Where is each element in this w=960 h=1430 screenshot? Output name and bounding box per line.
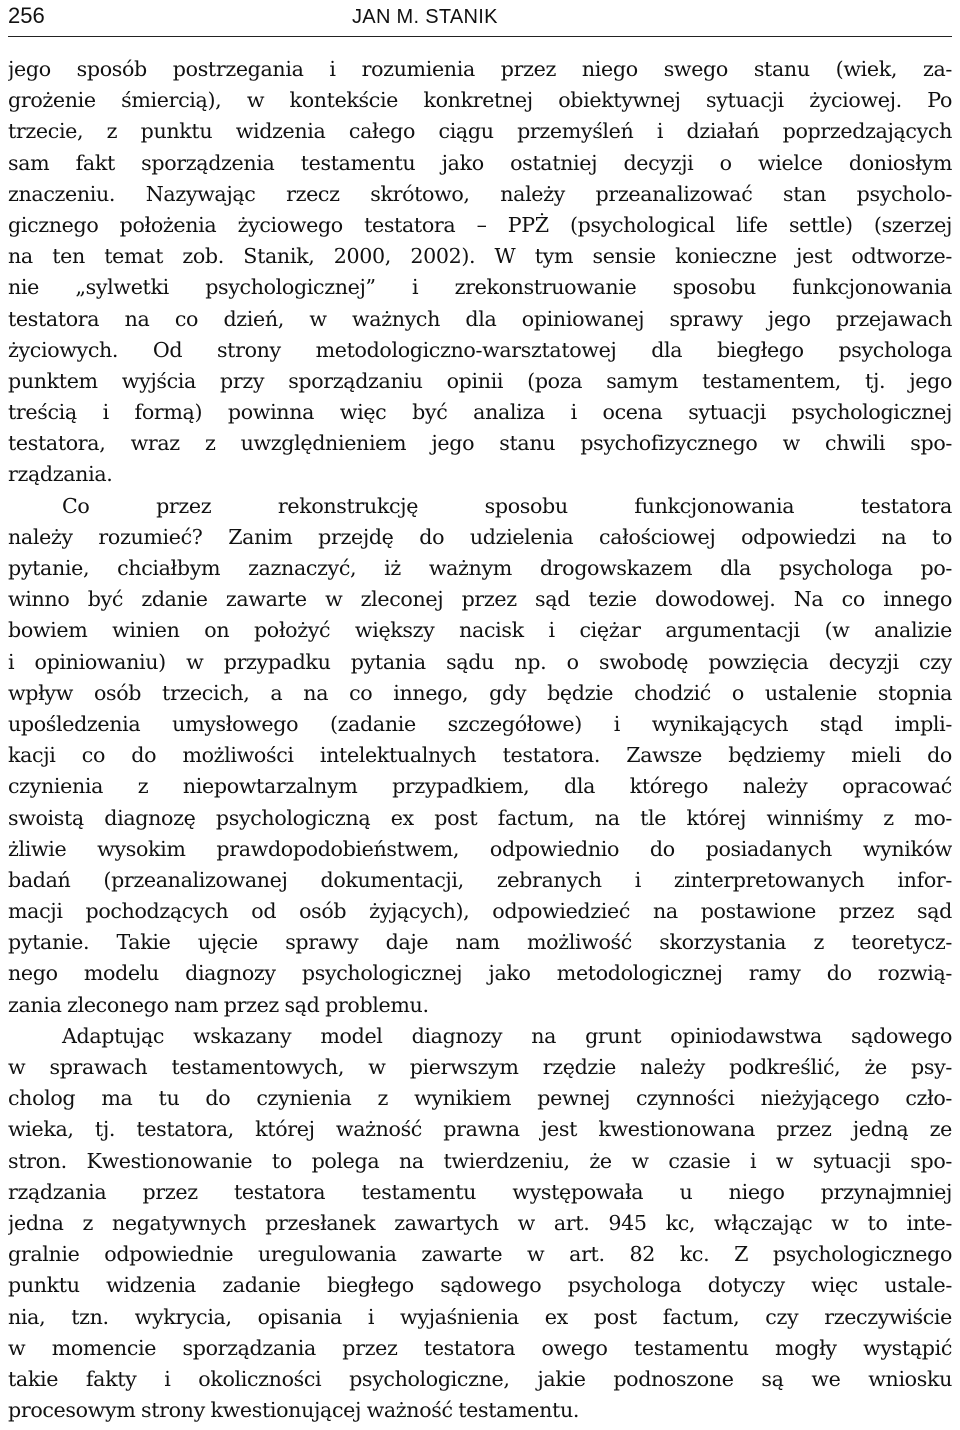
text-line: jedna z negatywnych przesłanek zawartych w art. 945 kc, włączając w to inte- [8, 1210, 952, 1235]
text-line: należy rozumieć? Zanim przejdę do udzielenia całościowej odpowiedzi na to [8, 524, 952, 549]
text-line: pytanie. Takie ujęcie sprawy daje nam możliwość skorzystania z teoretycz- [8, 930, 952, 955]
text-line: w momencie sporządzania przez testatora owego testamentu mogły wystąpić [8, 1335, 952, 1360]
text-line: wieka, tj. testatora, której ważność prawna jest kwestionowana przez jedną ze [8, 1117, 952, 1142]
text-line: bowiem winien on położyć większy nacisk i ciężar argumentacji (w analizie [8, 618, 952, 643]
text-line: i opiniowaniu) w przypadku pytania sądu np. o swobodę powzięcia decyzji czy [8, 649, 952, 674]
body-text [8, 54, 952, 1426]
text-line: testatora, wraz z uwzględnieniem jego stanu psychofizycznego w chwili spo- [8, 431, 952, 456]
text-line: na ten temat zob. Stanik, 2000, 2002). W tym sensie konieczne jest odtworze- [8, 244, 952, 269]
text-line: nia, tzn. wykrycia, opisania i wyjaśnienia ex post factum, czy rzeczywiście [8, 1304, 952, 1329]
text-line: trzecie, z punktu widzenia całego ciągu przemyśleń i działań poprzedzających [8, 119, 952, 144]
page-header [8, 0, 952, 37]
text-line: swoistą diagnozę psychologiczną ex post factum, na tle której winniśmy z mo- [8, 805, 952, 830]
text-line: macji pochodzących od osób żyjących), odpowiedzieć na postawione przez sąd [8, 899, 952, 924]
text-line: rządzania. [8, 462, 113, 487]
paragraph-1 [8, 54, 952, 491]
book-page [8, 0, 952, 1430]
text-line: w sprawach testamentowych, w pierwszym rzędzie należy podkreślić, że psy- [8, 1055, 952, 1079]
text-line: nego modelu diagnozy psychologicznej jako metodologicznej ramy do rozwią- [8, 961, 952, 986]
page-number: 256 [8, 3, 45, 28]
text-line: cholog ma tu do czynienia z wynikiem pewnej czynności nieżyjącego czło- [8, 1086, 952, 1111]
text-line: Adaptując wskazany model diagnozy na grunt opiniodawstwa sądowego [62, 1023, 952, 1048]
text-line: testatora na co dzień, w ważnych dla opiniowanej sprawy jego przejawach [8, 306, 952, 331]
text-line: stron. Kwestionowanie to polega na twierdzeniu, że w czasie i w sytuacji spo- [8, 1148, 952, 1173]
text-line: czynienia z niepowtarzalnym przypadkiem, dla którego należy opracować [8, 774, 952, 799]
text-line: znaczeniu. Nazywając rzecz skrótowo, należy przeanalizować stan psycholo- [8, 181, 952, 206]
text-line: gralnie odpowiednie uregulowania zawarte w art. 82 kc. Z psychologicznego [8, 1242, 952, 1267]
text-line: wpływ osób trzecich, a na co innego, gdy będzie chodzić o ustalenie stopnia [8, 680, 952, 705]
text-line: winno być zdanie zawarte w zleconej przez sąd tezie dowodowej. Na co innego [8, 587, 952, 612]
text-line: badań (przeanalizowanej dokumentacji, zebranych i zinterpretowanych infor- [8, 867, 952, 892]
text-line: pytanie, chciałbym zaznaczyć, iż ważnym drogowskazem dla psychologa po- [8, 556, 952, 580]
text-line: gicznego położenia życiowego testatora – PPŻ (psychological life settle) (szerzej [8, 212, 952, 237]
text-line: treścią i formą) powinna więc być analiza i ocena sytuacji psychologicznej [8, 400, 952, 425]
text-line: nie „sylwetki psychologicznej” i zrekonstruowanie sposobu funkcjonowania [8, 275, 952, 300]
text-line: jego sposób postrzegania i rozumienia przez niego swego stanu (wiek, za- [8, 57, 952, 81]
paragraph-2 [8, 491, 952, 1021]
text-line: grożenie śmiercią), w kontekście konkretnej obiektywnej sytuacji życiowej. Po [8, 88, 952, 113]
text-line: takie fakty i okoliczności psychologiczne, jakie podnoszone są we wniosku [8, 1366, 952, 1391]
text-line: kacji co do możliwości intelektualnych testatora. Zawsze będziemy mieli do [8, 743, 952, 768]
text-line: rządzania przez testatora testamentu występowała u niego przynajmniej [8, 1179, 952, 1204]
text-line: żliwie wysokim prawdopodobieństwem, odpowiednio do posiadanych wyników [8, 836, 952, 861]
text-line: sam fakt sporządzenia testamentu jako ostatniej decyzji o wielce doniosłym [8, 150, 952, 175]
text-line: procesowym strony kwestionującej ważność testamentu. [8, 1398, 580, 1423]
text-line: punktem wyjścia przy sporządzaniu opinii (poza samym testamentem, tj. jego [8, 368, 952, 393]
running-head-author: JAN M. STANIK [352, 6, 498, 28]
text-line: upośledzenia umysłowego (zadanie szczegółowe) i wynikających stąd impli- [8, 711, 952, 736]
text-line: życiowych. Od strony metodologiczno-warsztatowej dla biegłego psychologa [8, 337, 952, 362]
text-line: zania zleconego nam przez sąd problemu. [8, 992, 429, 1017]
paragraph-3 [8, 1021, 952, 1426]
text-line: punktu widzenia zadanie biegłego sądowego psychologa dotyczy więc ustale- [8, 1273, 952, 1298]
text-line-spaced: Co przez rekonstrukcję sposobu funkcjonowania testatora [62, 493, 952, 518]
